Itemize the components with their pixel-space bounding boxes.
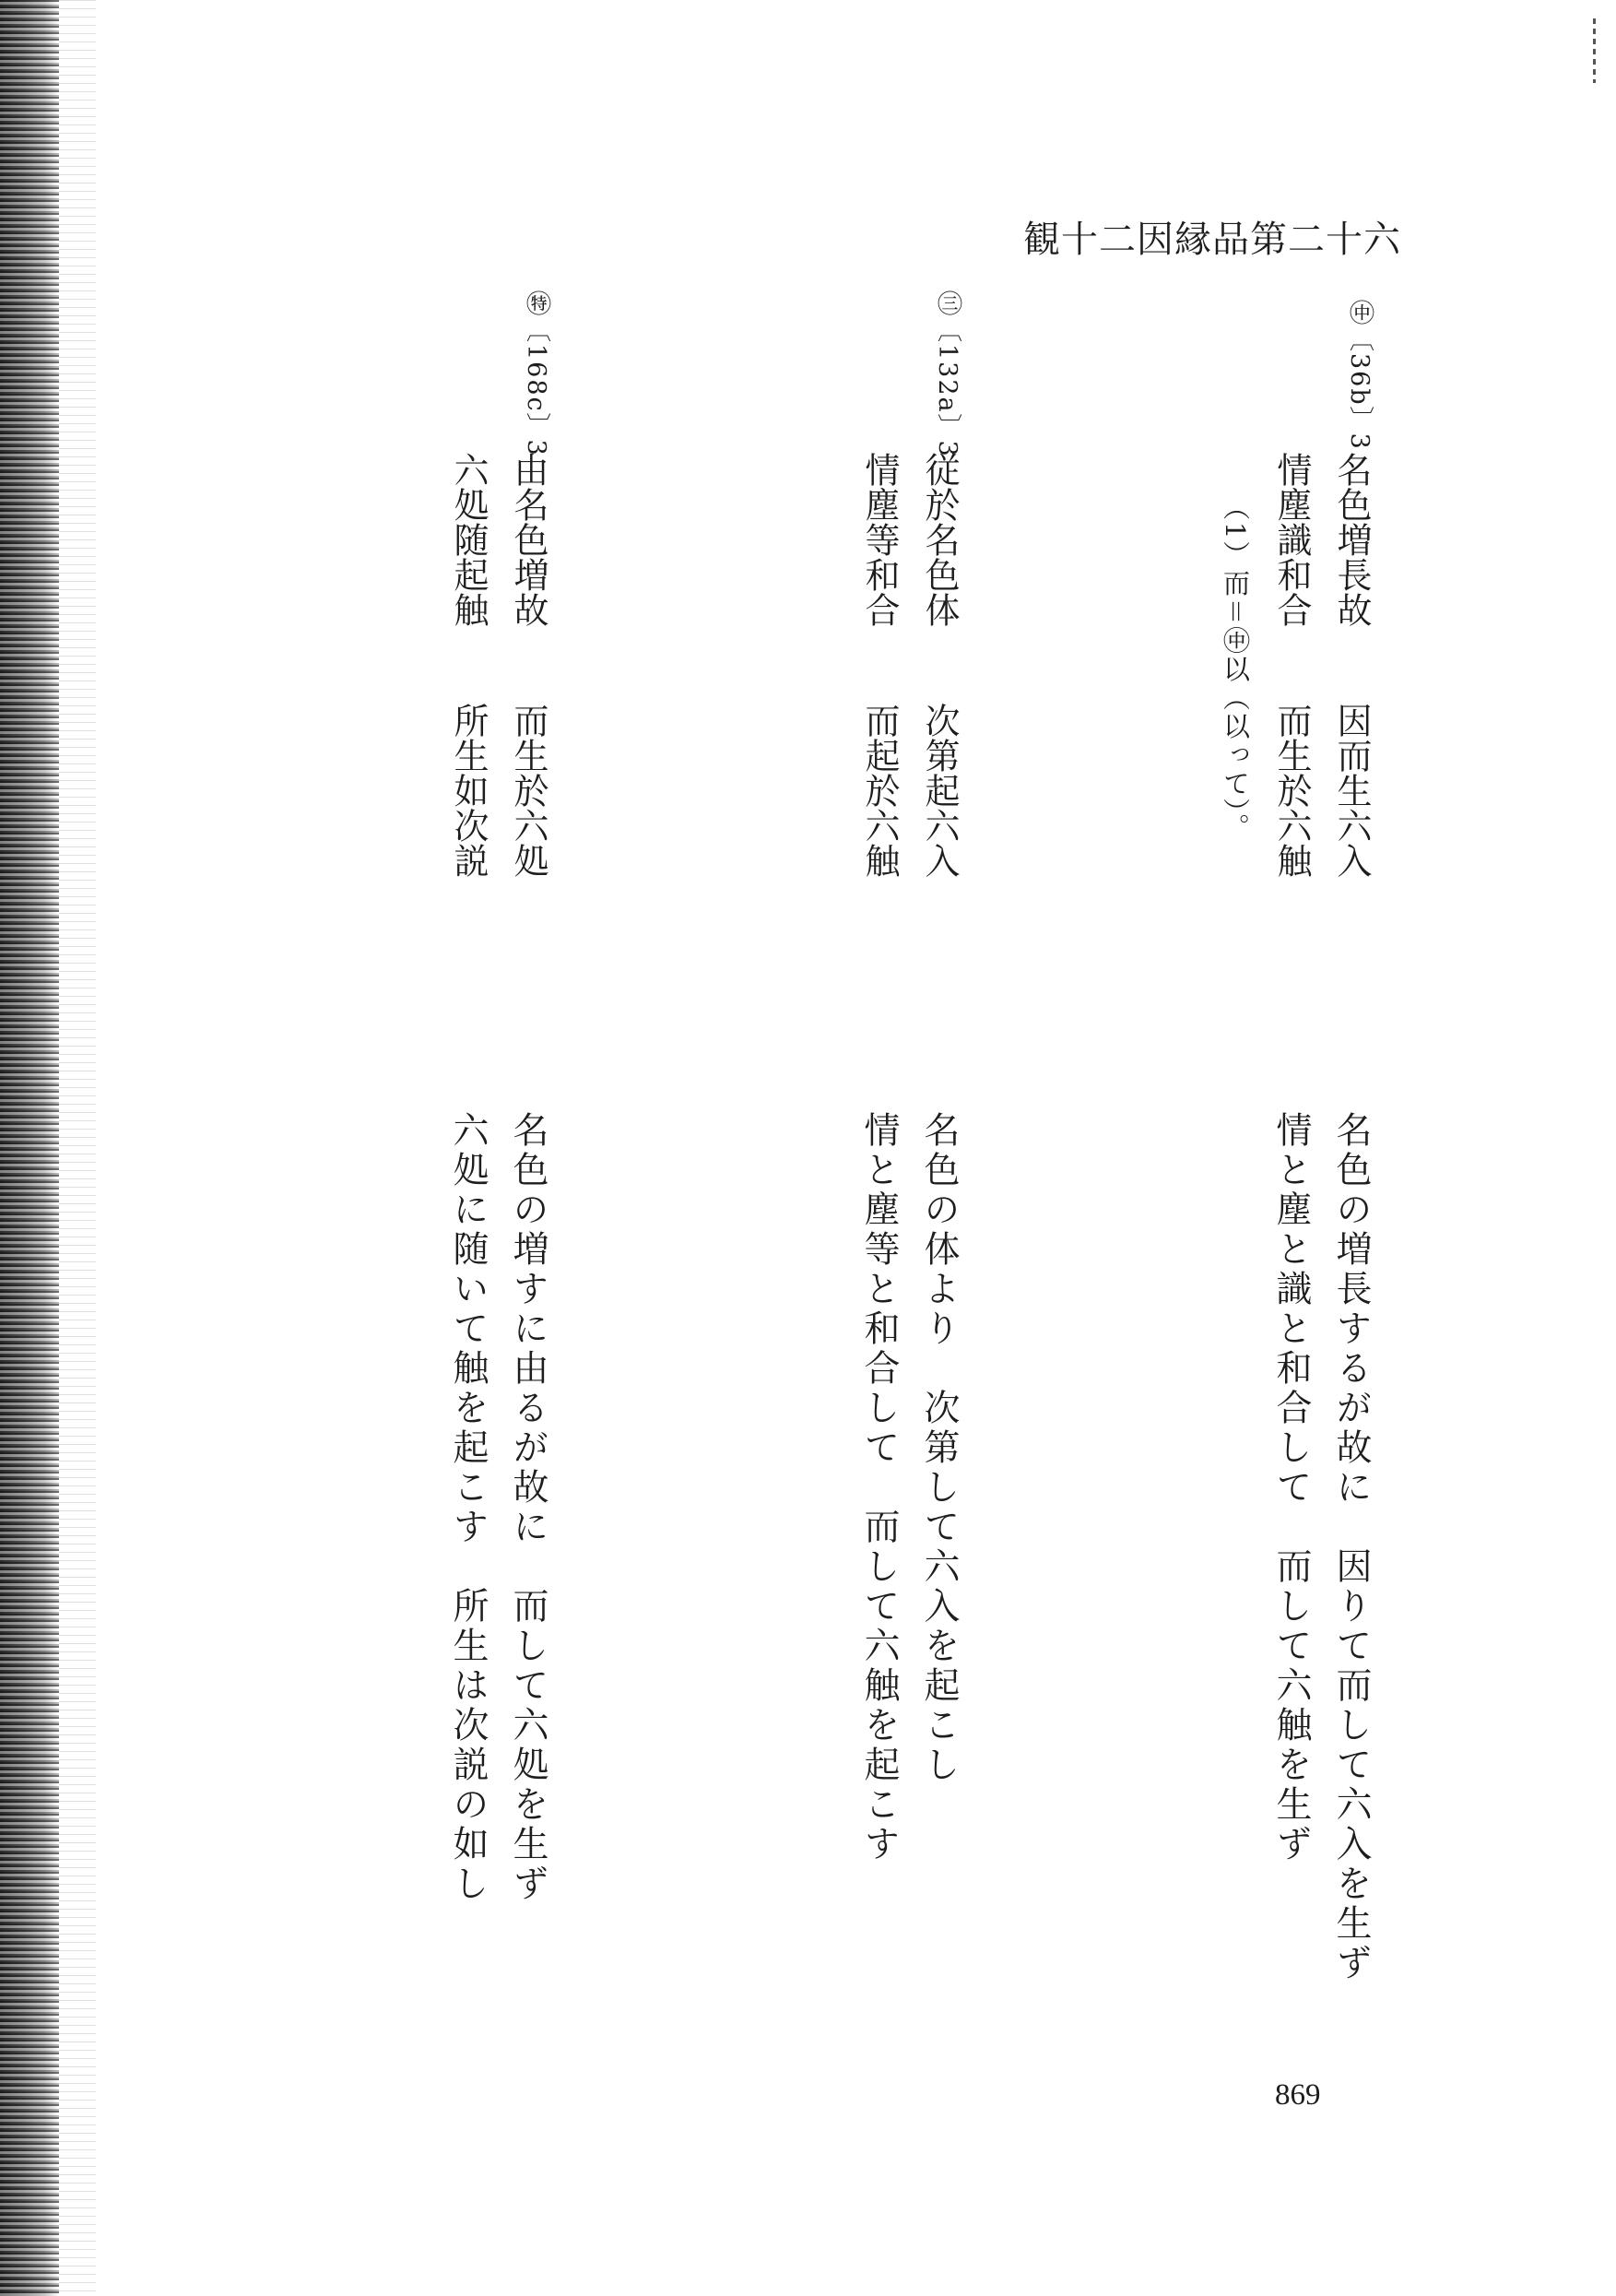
page-edge-mark: [1593, 18, 1596, 83]
verse-2-line-1: [920, 452, 959, 878]
page-number: 869: [1275, 2078, 1321, 2112]
verse-2-reference: ㊂〔132a〕3: [933, 290, 961, 458]
verse-3-translation-line-2: 六処に随いて触を起こす 所生は次説の如し: [447, 1111, 489, 1904]
verse-3-line-1: [509, 452, 548, 878]
scan-noise: [59, 0, 96, 2296]
verse-2-line-2: [860, 452, 899, 878]
verse-1-translation-line-1: 名色の増長するが故に 因りて而して六入を生ず: [1330, 1111, 1372, 1983]
verse-1-line-2-a: 情塵識和合: [1271, 452, 1312, 627]
verse-3-line-1-a: 由名色増故: [508, 452, 548, 627]
verse-3-line-1-b: 而生於六処: [508, 703, 548, 878]
verse-2-line-1-a: 従於名色体: [919, 452, 960, 627]
verse-2-line-2-b: 而起於六触: [859, 703, 900, 878]
verse-2-translation-line-1: 名色の体より 次第して六入を起こし: [918, 1111, 960, 1785]
verse-1-footnote: （1）而＝㊥以（以って）。: [1220, 493, 1251, 842]
verse-2-line-2-a: 情塵等和合: [859, 452, 900, 627]
verse-3-translation-line-1: 名色の増すに由るが故に 而して六処を生ず: [507, 1111, 548, 1904]
verse-3-line-2-b: 所生如次説: [448, 703, 489, 878]
verse-3-line-2: [449, 452, 488, 878]
page-header-title: 観十二因縁品第二十六: [1023, 219, 1401, 261]
verse-2-translation-line-2: 情と塵等と和合して 而して六触を起こす: [858, 1111, 900, 1864]
verse-1-line-1: [1332, 452, 1371, 878]
verse-3-reference: ㊕〔168c〕3: [522, 290, 550, 457]
verse-1-reference: ㊥〔36b〕3: [1345, 300, 1374, 451]
binding-shadow: [0, 0, 59, 2296]
verse-1-line-2: [1272, 452, 1311, 878]
verse-1-line-1-a: 名色増長故: [1331, 452, 1372, 627]
verse-3-line-2-a: 六処随起触: [448, 452, 489, 627]
verse-1-line-2-b: 而生於六触: [1271, 703, 1312, 878]
verse-1-translation-line-2: 情と塵と識と和合して 而して六触を生ず: [1270, 1111, 1312, 1864]
verse-1-line-1-b: 因而生六入: [1331, 703, 1372, 878]
verse-2-line-1-b: 次第起六入: [919, 703, 960, 878]
